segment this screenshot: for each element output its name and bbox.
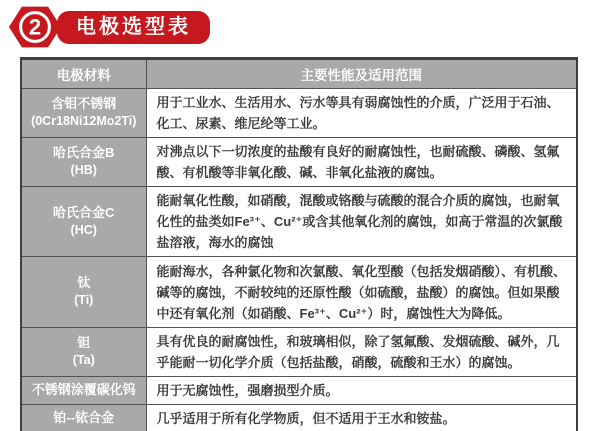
material-name: 含钼不锈钢 bbox=[51, 96, 117, 112]
material-code: (HB) bbox=[70, 163, 97, 178]
electrode-selection-table bbox=[20, 57, 578, 431]
description-cell: 用于无腐蚀性，强磨损型介质。 bbox=[146, 377, 577, 405]
description-cell: 能耐海水，各种氯化物和次氯酸、氧化型酸（包括发烟硝酸）、有机酸、碱等的腐蚀，不耐较纯的还原性酸（如硫酸，盐酸）的腐蚀。但如果酸中还有氧化剂（如硝酸、Fe³⁺、Cu²⁺）时，腐蚀性大为降低。 bbox=[146, 257, 577, 328]
material-cell bbox=[21, 377, 146, 405]
table-row bbox=[21, 89, 577, 138]
table-row bbox=[21, 405, 577, 431]
table-row bbox=[21, 138, 577, 187]
material-name: 哈氏合金C bbox=[53, 204, 115, 220]
material-name: 钛 bbox=[77, 275, 91, 291]
material-name: 不锈钢涂覆碳化钨 bbox=[31, 382, 136, 398]
material-name: 哈氏合金B bbox=[53, 145, 115, 161]
table-row bbox=[21, 377, 577, 405]
material-cell bbox=[21, 187, 146, 257]
material-cell bbox=[21, 257, 146, 328]
description-cell: 对沸点以下一切浓度的盐酸有良好的耐腐蚀性，也耐硫酸、磷酸、氢氟酸、有机酸等非氧化酸、碱、非氧化盐液的腐蚀。 bbox=[146, 138, 577, 187]
description-cell: 能耐氧化性酸，如硝酸，混酸或铬酸与硫酸的混合介质的腐蚀，也耐氧化性的盐类如Fe³⁺、Cu²⁺或含其他氧化剂的腐蚀，如高于常温的次氯酸盐溶液，海水的腐蚀 bbox=[146, 187, 577, 257]
material-cell bbox=[21, 405, 146, 431]
page-title: 电极选型表 bbox=[57, 11, 210, 44]
material-code: (HC) bbox=[70, 222, 97, 237]
material-cell bbox=[21, 328, 146, 377]
column-header-performance: 主要性能及适用范围 bbox=[146, 59, 577, 89]
table-header-row bbox=[21, 59, 577, 89]
description-cell: 几乎适用于所有化学物质，但不适用于王水和铵盐。 bbox=[146, 405, 577, 431]
table-row bbox=[21, 257, 577, 328]
material-code: (Ti) bbox=[74, 293, 94, 308]
table-row bbox=[21, 187, 577, 257]
material-name: 铂--铱合金 bbox=[53, 410, 115, 426]
column-header-material: 电极材料 bbox=[21, 59, 146, 89]
material-name: 钽 bbox=[77, 335, 91, 351]
material-code: (Ta) bbox=[72, 353, 95, 368]
badge-number: 2 bbox=[28, 14, 42, 40]
description-cell: 具有优良的耐腐蚀性，和玻璃相似，除了氢氟酸、发烟硫酸、碱外，几乎能耐一切化学介质（包括盐酸，硝酸，硫酸和王水）的腐蚀。 bbox=[146, 328, 577, 377]
material-cell bbox=[21, 89, 146, 138]
material-cell bbox=[21, 138, 146, 187]
section-number-badge bbox=[6, 3, 64, 51]
material-code: (0Cr18Ni12Mo2Ti) bbox=[31, 114, 137, 129]
description-cell: 用于工业水、生活用水、污水等具有弱腐蚀性的介质，广泛用于石油、化工、尿素、维尼纶等工业。 bbox=[146, 89, 577, 138]
table-row bbox=[21, 328, 577, 377]
